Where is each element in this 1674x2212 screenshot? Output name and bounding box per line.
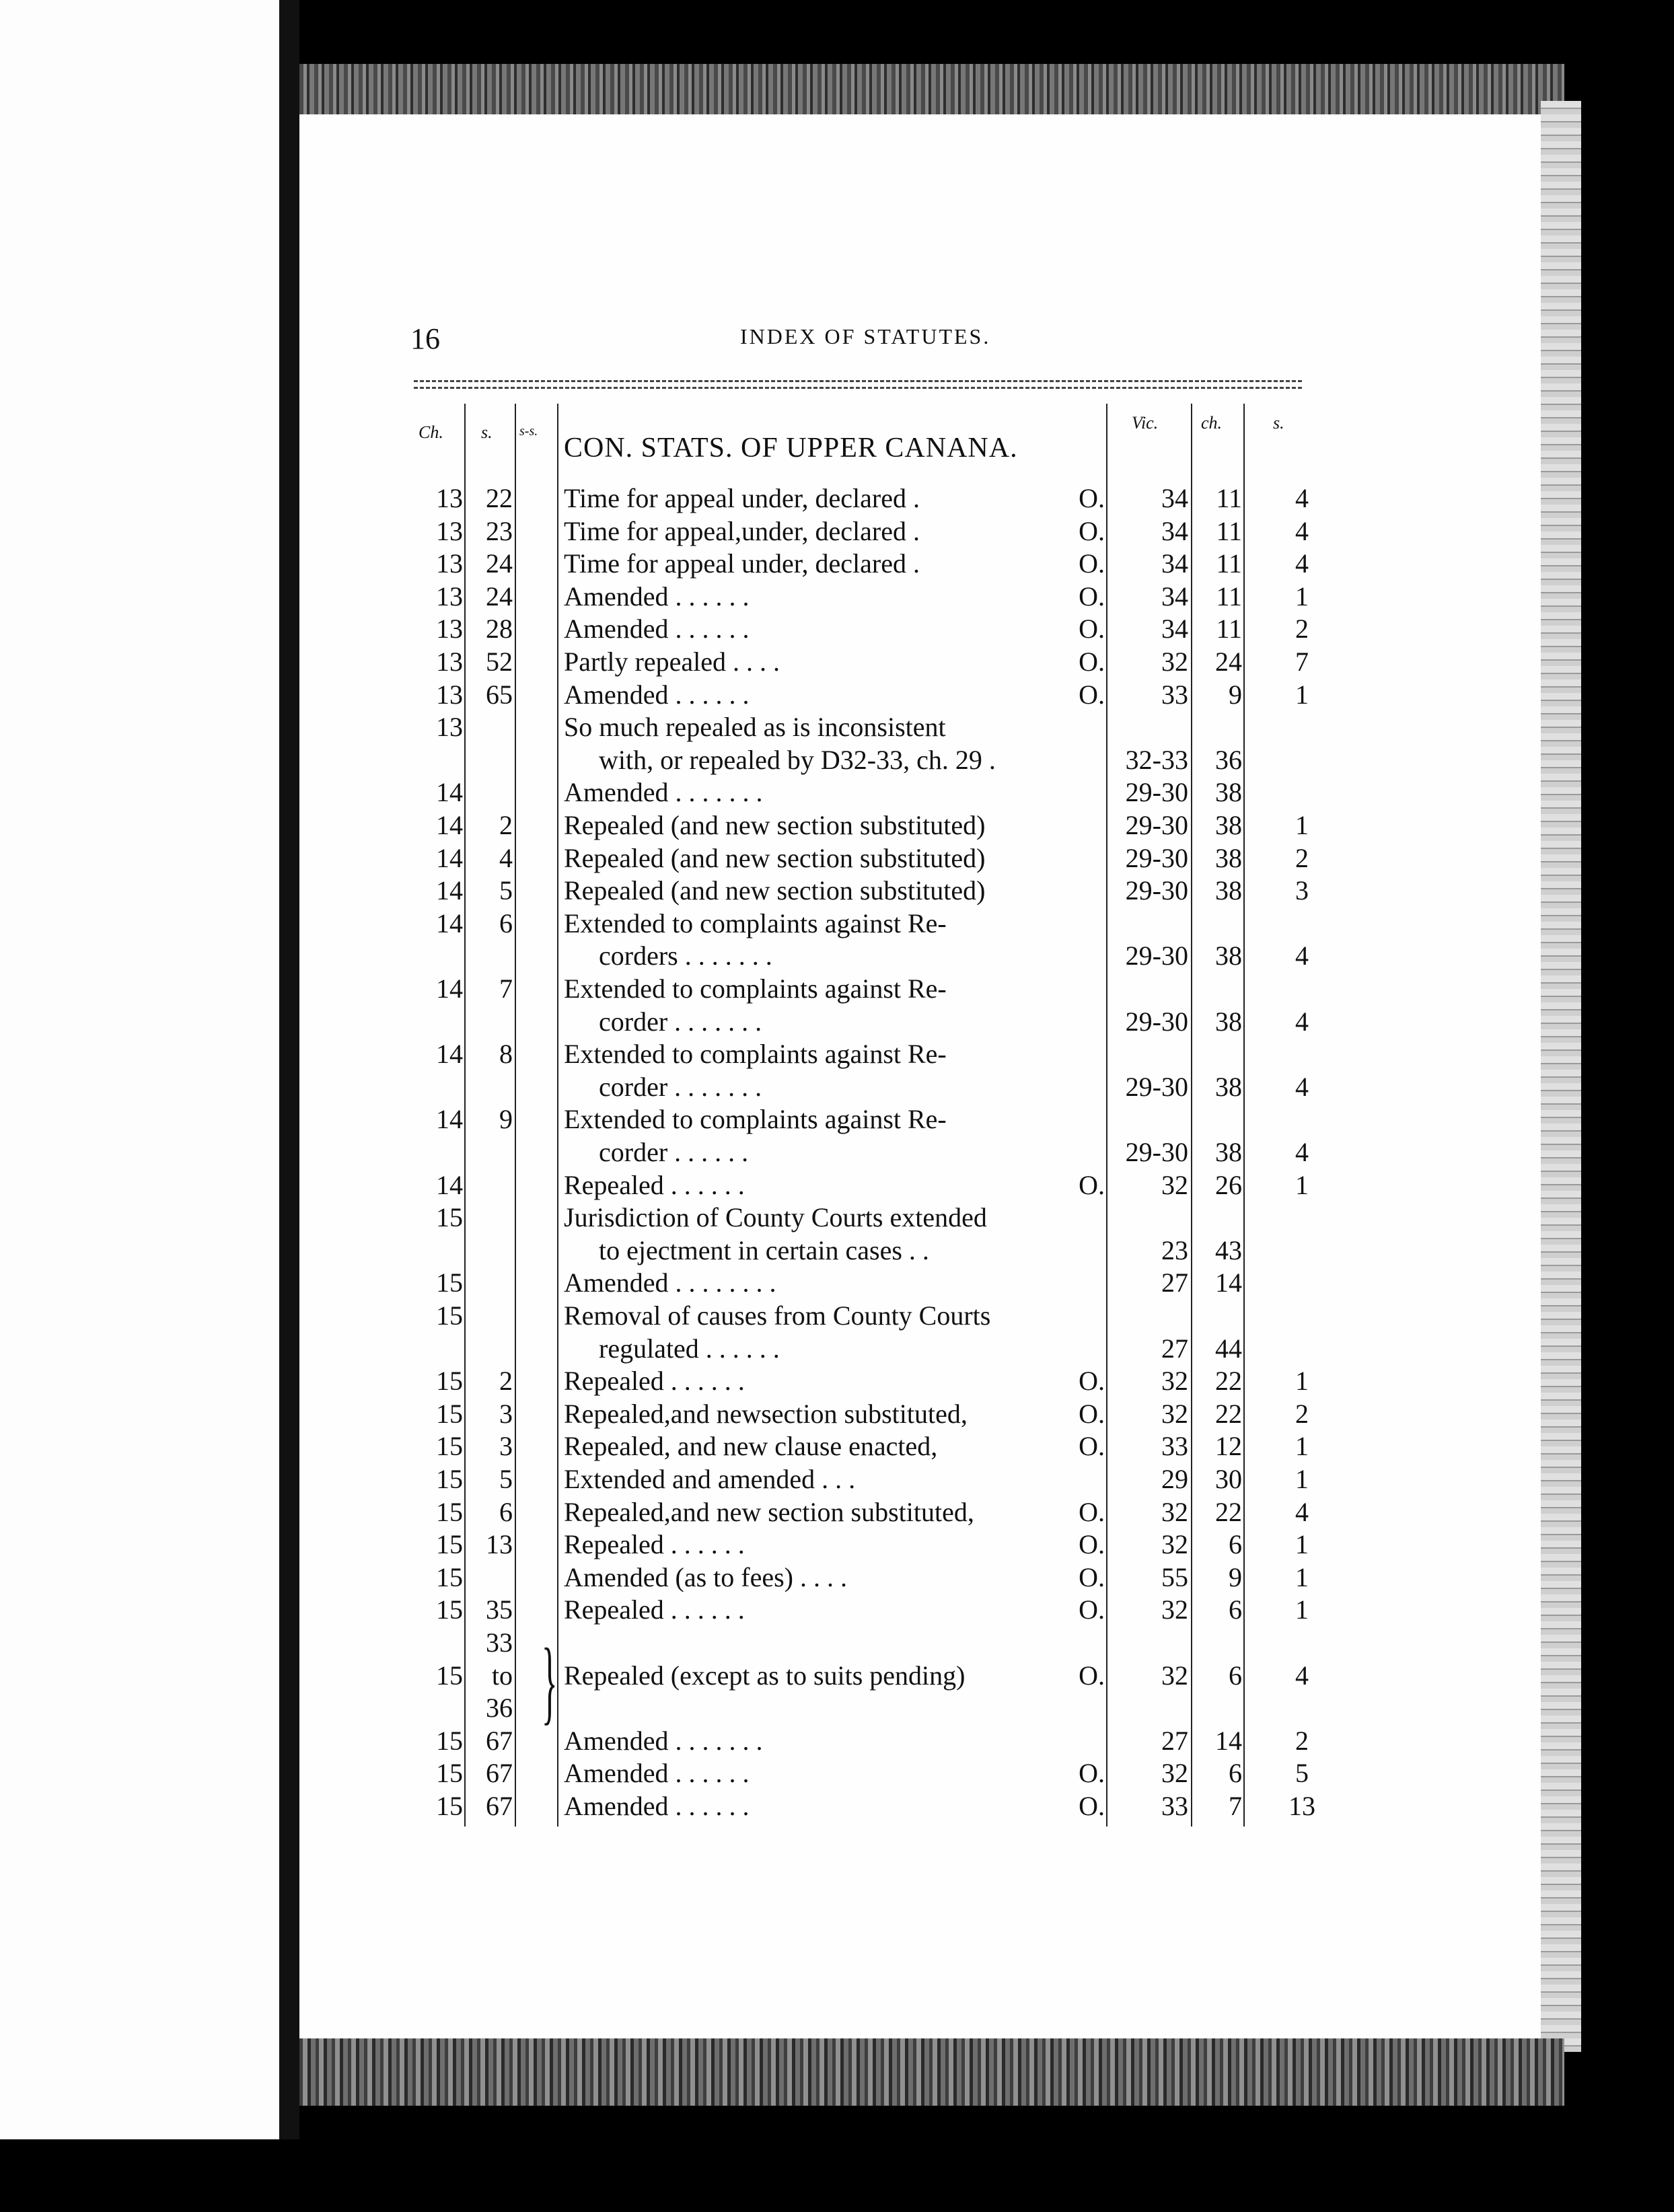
- cell-entry: Repealed (and new section substituted): [564, 843, 986, 873]
- cell-section: 4: [1295, 1137, 1309, 1167]
- cell-s: 3: [499, 1399, 513, 1429]
- cell-ch: 14: [436, 875, 463, 906]
- cell-ch: 15: [436, 1791, 463, 1821]
- cell-entry: corders . . . . . . .: [599, 941, 772, 971]
- cell-entry: Time for appeal under, declared .: [564, 548, 920, 579]
- cell-section: 4: [1295, 516, 1309, 546]
- cell-s: 9: [499, 1104, 513, 1134]
- cell-chapter: 38: [1215, 1072, 1242, 1102]
- cell-s: 65: [486, 679, 513, 710]
- cell-chapter: 24: [1215, 647, 1242, 677]
- book-gutter: [279, 0, 299, 2139]
- cell-ch: 15: [436, 1594, 463, 1625]
- cell-chapter: 9: [1229, 1562, 1242, 1592]
- header-rule: [414, 380, 1302, 382]
- cell-ontario: O.: [1079, 1497, 1105, 1527]
- cell-chapter: 11: [1216, 516, 1242, 546]
- cell-ch: 13: [436, 516, 463, 546]
- cell-s: 67: [486, 1791, 513, 1821]
- cell-vic: 29-30: [1125, 843, 1188, 873]
- cell-vic: 29-30: [1125, 1072, 1188, 1102]
- cell-section: 4: [1295, 483, 1309, 513]
- cell-section: 1: [1295, 810, 1309, 840]
- cell-entry: Amended . . . . . .: [564, 581, 750, 612]
- cell-ontario: O.: [1079, 1431, 1105, 1461]
- cell-vic: 32: [1161, 1497, 1188, 1527]
- cell-entry: Extended to complaints against Re-: [564, 1104, 947, 1134]
- cell-entry: with, or repealed by D32-33, ch. 29 .: [599, 745, 996, 775]
- cell-entry: corder . . . . . .: [599, 1137, 749, 1167]
- cell-chapter: 11: [1216, 614, 1242, 644]
- cell-chapter: 7: [1229, 1791, 1242, 1821]
- cell-ontario: O.: [1079, 1758, 1105, 1788]
- cell-ch: 15: [436, 1529, 463, 1559]
- cell-vic: 32: [1161, 1170, 1188, 1200]
- header-rule-2: [414, 387, 1302, 389]
- cell-vic: 29-30: [1125, 875, 1188, 906]
- cell-chapter: 38: [1215, 1137, 1242, 1167]
- cell-entry: regulated . . . . . .: [599, 1333, 780, 1364]
- cell-ch: 14: [436, 1170, 463, 1200]
- cell-vic: 34: [1161, 483, 1188, 513]
- cell-chapter: 14: [1215, 1726, 1242, 1756]
- cell-s: 24: [486, 581, 513, 612]
- cell-vic: 29-30: [1125, 777, 1188, 807]
- cell-entry: corder . . . . . . .: [599, 1072, 762, 1102]
- section-title: CON. STATS. OF UPPER CANANA.: [564, 433, 1018, 464]
- col-head-ch: Ch.: [418, 422, 443, 442]
- cell-ontario: O.: [1079, 1366, 1105, 1396]
- cell-s: 2: [499, 1366, 513, 1396]
- cell-entry: Repealed,and new section substituted,: [564, 1497, 974, 1527]
- cell-s: to: [491, 1660, 513, 1691]
- cell-section: 4: [1295, 1497, 1309, 1527]
- cell-entry: Amended . . . . . . .: [564, 1726, 763, 1756]
- column-rule: [557, 404, 558, 1827]
- cell-entry: Repealed,and newsection substituted,: [564, 1399, 968, 1429]
- cell-chapter: 30: [1215, 1464, 1242, 1494]
- cell-entry: Time for appeal under, declared .: [564, 483, 920, 513]
- cell-entry: Extended to complaints against Re-: [564, 973, 947, 1004]
- cell-s: 2: [499, 810, 513, 840]
- cell-entry: Time for appeal,under, declared .: [564, 516, 920, 546]
- cell-chapter: 9: [1229, 679, 1242, 710]
- cell-s: 36: [486, 1693, 513, 1723]
- cell-chapter: 6: [1229, 1758, 1242, 1788]
- cell-entry: Repealed . . . . . .: [564, 1594, 745, 1625]
- scan-edge-bottom: [299, 2038, 1564, 2106]
- cell-vic: 33: [1161, 679, 1188, 710]
- cell-vic: 27: [1161, 1333, 1188, 1364]
- cell-ch: 13: [436, 581, 463, 612]
- cell-ontario: O.: [1079, 1791, 1105, 1821]
- cell-section: 1: [1295, 1170, 1309, 1200]
- cell-ontario: O.: [1079, 679, 1105, 710]
- cell-chapter: 6: [1229, 1594, 1242, 1625]
- cell-ontario: O.: [1079, 548, 1105, 579]
- column-rule: [464, 404, 466, 1827]
- cell-vic: 32-33: [1125, 745, 1188, 775]
- cell-section: 2: [1295, 843, 1309, 873]
- cell-ch: 13: [436, 548, 463, 579]
- col-head-s: s.: [481, 422, 493, 442]
- cell-section: 1: [1295, 1594, 1309, 1625]
- cell-s: 22: [486, 483, 513, 513]
- cell-ch: 15: [436, 1464, 463, 1494]
- cell-entry: Extended to complaints against Re-: [564, 908, 947, 938]
- cell-entry: Repealed (and new section substituted): [564, 875, 986, 906]
- cell-ontario: O.: [1079, 614, 1105, 644]
- cell-s: 7: [499, 973, 513, 1004]
- cell-ch: 13: [436, 679, 463, 710]
- cell-section: 2: [1295, 1726, 1309, 1756]
- cell-entry: Amended . . . . . . .: [564, 777, 763, 807]
- cell-s: 67: [486, 1758, 513, 1788]
- cell-ch: 14: [436, 973, 463, 1004]
- cell-vic: 29-30: [1125, 810, 1188, 840]
- cell-chapter: 36: [1215, 745, 1242, 775]
- cell-entry: Repealed (except as to suits pending): [564, 1660, 966, 1691]
- cell-ontario: O.: [1079, 1594, 1105, 1625]
- cell-chapter: 11: [1216, 548, 1242, 579]
- cell-s: 6: [499, 1497, 513, 1527]
- cell-section: 1: [1295, 1562, 1309, 1592]
- cell-entry: Repealed . . . . . .: [564, 1170, 745, 1200]
- cell-ontario: O.: [1079, 516, 1105, 546]
- cell-entry: Amended . . . . . . . .: [564, 1267, 776, 1298]
- cell-ch: 15: [436, 1399, 463, 1429]
- cell-ch: 13: [436, 712, 463, 742]
- cell-s: 6: [499, 908, 513, 938]
- cell-entry: to ejectment in certain cases . .: [599, 1235, 929, 1265]
- cell-vic: 33: [1161, 1791, 1188, 1821]
- cell-vic: 29: [1161, 1464, 1188, 1494]
- cell-section: 4: [1295, 548, 1309, 579]
- cell-chapter: 38: [1215, 843, 1242, 873]
- cell-chapter: 14: [1215, 1267, 1242, 1298]
- cell-ontario: O.: [1079, 1660, 1105, 1691]
- cell-vic: 23: [1161, 1235, 1188, 1265]
- cell-section: 3: [1295, 875, 1309, 906]
- cell-ch: 14: [436, 777, 463, 807]
- cell-ontario: O.: [1079, 581, 1105, 612]
- cell-ch: 15: [436, 1758, 463, 1788]
- cell-vic: 34: [1161, 614, 1188, 644]
- cell-ch: 15: [436, 1497, 463, 1527]
- cell-chapter: 11: [1216, 581, 1242, 612]
- cell-entry: Amended . . . . . .: [564, 1791, 750, 1821]
- page-stack-edge: [1541, 101, 1581, 2052]
- cell-s: 4: [499, 843, 513, 873]
- cell-entry: Repealed . . . . . .: [564, 1366, 745, 1396]
- cell-vic: 33: [1161, 1431, 1188, 1461]
- cell-entry: Removal of causes from County Courts: [564, 1300, 991, 1331]
- cell-chapter: 44: [1215, 1333, 1242, 1364]
- page-number: 16: [410, 322, 440, 355]
- cell-ch: 15: [436, 1660, 463, 1691]
- cell-chapter: 38: [1215, 875, 1242, 906]
- column-rule: [515, 404, 516, 1827]
- cell-ch: 15: [436, 1366, 463, 1396]
- cell-section: 1: [1295, 581, 1309, 612]
- cell-vic: 32: [1161, 1366, 1188, 1396]
- cell-vic: 29-30: [1125, 1006, 1188, 1037]
- cell-entry: Extended to complaints against Re-: [564, 1039, 947, 1069]
- col-head-vic: Vic.: [1132, 413, 1159, 433]
- cell-section: 1: [1295, 679, 1309, 710]
- cell-s: 67: [486, 1726, 513, 1756]
- cell-ch: 15: [436, 1300, 463, 1331]
- col-head-ss: s-s.: [519, 424, 538, 439]
- cell-section: 1: [1295, 1529, 1309, 1559]
- cell-s: 23: [486, 516, 513, 546]
- column-rule: [1106, 404, 1107, 1827]
- cell-vic: 32: [1161, 1758, 1188, 1788]
- cell-chapter: 26: [1215, 1170, 1242, 1200]
- cell-s: 13: [486, 1529, 513, 1559]
- cell-ch: 15: [436, 1726, 463, 1756]
- cell-section: 7: [1295, 647, 1309, 677]
- cell-section: 5: [1295, 1758, 1309, 1788]
- cell-ontario: O.: [1079, 1399, 1105, 1429]
- cell-vic: 34: [1161, 516, 1188, 546]
- cell-chapter: 11: [1216, 483, 1242, 513]
- cell-s: 35: [486, 1594, 513, 1625]
- running-head: INDEX OF STATUTES.: [740, 324, 991, 348]
- cell-section: 2: [1295, 1399, 1309, 1429]
- cell-s: 5: [499, 1464, 513, 1494]
- cell-entry: Partly repealed . . . .: [564, 647, 780, 677]
- cell-chapter: 38: [1215, 777, 1242, 807]
- column-rule: [1191, 404, 1192, 1827]
- cell-ontario: O.: [1079, 1562, 1105, 1592]
- cell-entry: Extended and amended . . .: [564, 1464, 856, 1494]
- cell-s: 24: [486, 548, 513, 579]
- cell-chapter: 12: [1215, 1431, 1242, 1461]
- cell-entry: Amended . . . . . .: [564, 614, 750, 644]
- cell-ch: 15: [436, 1431, 463, 1461]
- col-head-vs: s.: [1273, 413, 1284, 433]
- cell-ch: 15: [436, 1267, 463, 1298]
- cell-ch: 15: [436, 1562, 463, 1592]
- cell-vic: 34: [1161, 581, 1188, 612]
- cell-s: 52: [486, 647, 513, 677]
- cell-section: 13: [1288, 1791, 1315, 1821]
- cell-s: 33: [486, 1627, 513, 1658]
- cell-section: 1: [1295, 1366, 1309, 1396]
- cell-entry: Jurisdiction of County Courts extended: [564, 1202, 987, 1232]
- cell-ch: 14: [436, 908, 463, 938]
- cell-vic: 32: [1161, 647, 1188, 677]
- cell-ch: 14: [436, 1039, 463, 1069]
- cell-vic: 34: [1161, 548, 1188, 579]
- cell-vic: 29-30: [1125, 1137, 1188, 1167]
- cell-chapter: 43: [1215, 1235, 1242, 1265]
- cell-s: 28: [486, 614, 513, 644]
- cell-chapter: 6: [1229, 1529, 1242, 1559]
- cell-section: 4: [1295, 1660, 1309, 1691]
- cell-entry: Repealed (and new section substituted): [564, 810, 986, 840]
- cell-entry: So much repealed as is inconsistent: [564, 712, 946, 742]
- cell-entry: Amended . . . . . .: [564, 1758, 750, 1788]
- cell-ch: 14: [436, 1104, 463, 1134]
- cell-s: 3: [499, 1431, 513, 1461]
- cell-vic: 32: [1161, 1660, 1188, 1691]
- cell-vic: 32: [1161, 1594, 1188, 1625]
- cell-section: 4: [1295, 1072, 1309, 1102]
- cell-vic: 27: [1161, 1267, 1188, 1298]
- cell-vic: 32: [1161, 1399, 1188, 1429]
- cell-ch: 14: [436, 810, 463, 840]
- cell-s: 8: [499, 1039, 513, 1069]
- cell-section: 1: [1295, 1431, 1309, 1461]
- cell-section: 1: [1295, 1464, 1309, 1494]
- cell-entry: corder . . . . . . .: [599, 1006, 762, 1037]
- cell-vic: 29-30: [1125, 941, 1188, 971]
- col-head-vch: ch.: [1201, 413, 1223, 433]
- cell-ch: 13: [436, 614, 463, 644]
- cell-ch: 13: [436, 483, 463, 513]
- cell-ontario: O.: [1079, 647, 1105, 677]
- cell-ch: 13: [436, 647, 463, 677]
- cell-chapter: 22: [1215, 1366, 1242, 1396]
- cell-ontario: O.: [1079, 483, 1105, 513]
- cell-section: 4: [1295, 941, 1309, 971]
- cell-entry: Amended (as to fees) . . . .: [564, 1562, 847, 1592]
- cell-entry: Repealed . . . . . .: [564, 1529, 745, 1559]
- cell-vic: 27: [1161, 1726, 1188, 1756]
- cell-entry: Repealed, and new clause enacted,: [564, 1431, 938, 1461]
- column-rule: [1243, 404, 1245, 1827]
- cell-ch: 14: [436, 843, 463, 873]
- cell-vic: 32: [1161, 1529, 1188, 1559]
- cell-chapter: 38: [1215, 810, 1242, 840]
- cell-ch: 15: [436, 1202, 463, 1232]
- cell-section: 2: [1295, 614, 1309, 644]
- cell-chapter: 22: [1215, 1399, 1242, 1429]
- cell-ontario: O.: [1079, 1170, 1105, 1200]
- cell-chapter: 6: [1229, 1660, 1242, 1691]
- cell-ontario: O.: [1079, 1529, 1105, 1559]
- cell-section: 4: [1295, 1006, 1309, 1037]
- brace: }: [542, 1629, 558, 1734]
- left-blank-page: [0, 0, 279, 2139]
- cell-chapter: 22: [1215, 1497, 1242, 1527]
- cell-s: 5: [499, 875, 513, 906]
- cell-chapter: 38: [1215, 1006, 1242, 1037]
- cell-entry: Amended . . . . . .: [564, 679, 750, 710]
- cell-chapter: 38: [1215, 941, 1242, 971]
- cell-vic: 55: [1161, 1562, 1188, 1592]
